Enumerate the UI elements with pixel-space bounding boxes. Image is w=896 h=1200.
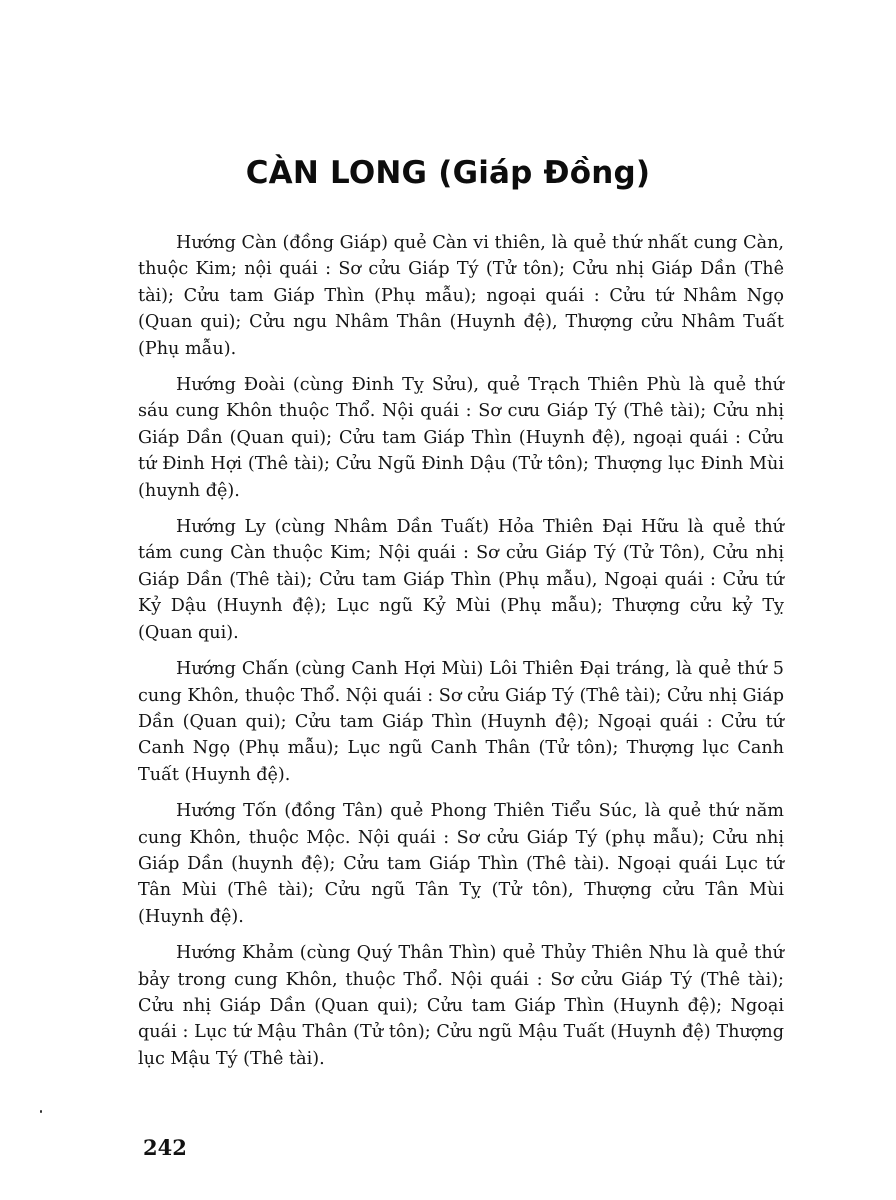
body-text [138, 230, 784, 1082]
paragraph-huong-ly: Hướng Ly (cùng Nhâm Dần Tuất) Hỏa Thiên Đại Hữu là quẻ thứ tám cung Càn thuộc Kim; Nội quái : Sơ cửu Giáp Tý (Tử Tôn), Cửu nhị Giáp Dần (Thê tài); Cửu tam Giáp Thìn (Phụ mẫu), Ngoại quái : Cửu tứ Kỷ Dậu (Huynh đệ); Lục ngũ Kỷ Mùi (Phụ mẫu); Thượng cửu kỷ Tỵ (Quan qui). [138, 517, 784, 643]
page-title: CÀN LONG (Giáp Đồng) [245, 155, 651, 191]
page-number: 242 [143, 1135, 187, 1160]
paragraph-huong-can: Hướng Càn (đồng Giáp) quẻ Càn vi thiên, là quẻ thứ nhất cung Càn, thuộc Kim; nội quái : Sơ cửu Giáp Tý (Tử tôn); Cửu nhị Giáp Dần (Thê tài); Cửu tam Giáp Thìn (Phụ mẫu); ngoại quái : Cửu tứ Nhâm Ngọ (Quan qui); Cửu ngu Nhâm Thân (Huynh đệ), Thượng cửu Nhâm Tuất (Phụ mẫu). [138, 233, 784, 359]
paragraph-huong-doai: Hướng Đoài (cùng Đinh Tỵ Sửu), quẻ Trạch Thiên Phù là quẻ thứ sáu cung Khôn thuộc Thổ. Nội quái : Sơ cưu Giáp Tý (Thê tài); Cửu nhị Giáp Dần (Quan qui); Cửu tam Giáp Thìn (Huynh đệ), ngoại quái : Cửu tứ Đinh Hợi (Thê tài); Cửu Ngũ Đinh Dậu (Tử tôn); Thượng lục Đinh Mùi (huynh đệ). [138, 375, 784, 501]
paragraph-huong-ton: Hướng Tốn (đồng Tân) quẻ Phong Thiên Tiểu Súc, là quẻ thứ năm cung Khôn, thuộc Mộc. Nội quái : Sơ cửu Giáp Tý (phụ mẫu); Cửu nhị Giáp Dần (huynh đệ); Cửu tam Giáp Thìn (Thê tài). Ngoại quái Lục tứ Tân Mùi (Thê tài); Cửu ngũ Tân Tỵ (Tử tôn), Thượng cửu Tân Mùi (Huynh đệ). [138, 801, 784, 927]
paragraph-huong-kham: Hướng Khảm (cùng Quý Thân Thìn) quẻ Thủy Thiên Nhu là quẻ thứ bảy trong cung Khôn, thuộc Thổ. Nội quái : Sơ cửu Giáp Tý (Thê tài); Cửu nhị Giáp Dần (Quan qui); Cửu tam Giáp Thìn (Huynh đệ); Ngoại quái : Lục tứ Mậu Thân (Tử tôn); Cửu ngũ Mậu Tuất (Huynh đệ) Thượng lục Mậu Tý (Thê tài). [138, 943, 784, 1069]
paragraph-huong-chan: Hướng Chấn (cùng Canh Hợi Mùi) Lôi Thiên Đại tráng, là quẻ thứ 5 cung Khôn, thuộc Thổ. Nội quái : Sơ cửu Giáp Tý (Thê tài); Cửu nhị Giáp Dần (Quan qui); Cửu tam Giáp Thìn (Huynh đệ); Ngoại quái : Cửu tứ Canh Ngọ (Phụ mẫu); Lục ngũ Canh Thân (Tử tôn); Thượng lục Canh Tuất (Huynh đệ). [138, 659, 784, 785]
scan-speck [40, 1110, 42, 1113]
